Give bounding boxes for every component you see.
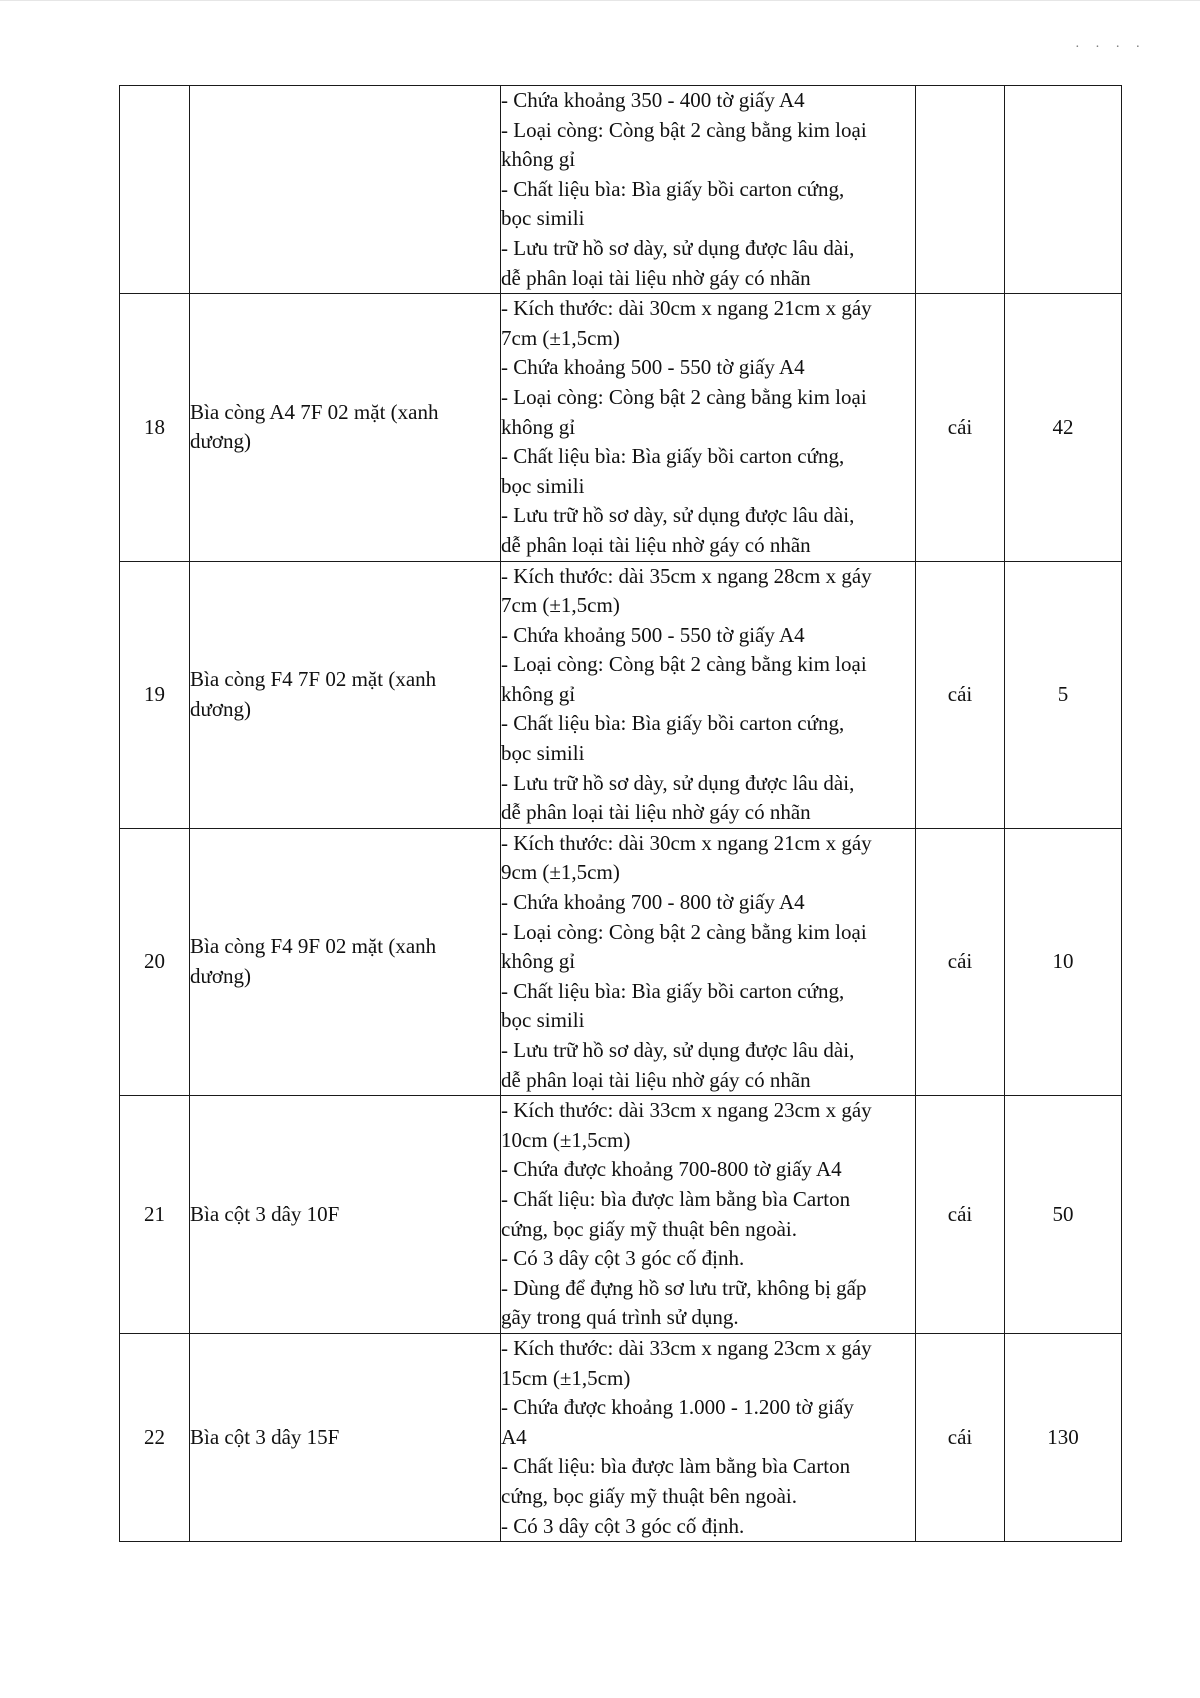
item-number: 21 — [120, 1096, 190, 1334]
item-number: 19 — [120, 561, 190, 828]
table-row — [120, 1333, 1122, 1541]
item-name-line: Bìa cột 3 dây 10F — [190, 1201, 340, 1226]
item-number: 22 — [120, 1333, 190, 1541]
specification-line: - Lưu trữ hồ sơ dày, sử dụng được lâu dài, — [501, 1038, 855, 1062]
table-row — [120, 86, 1122, 294]
specification-line: 7cm (±1,5cm) — [501, 325, 620, 350]
specification-line: - Có 3 dây cột 3 góc cố định. — [501, 1246, 745, 1271]
item-quantity — [1005, 86, 1122, 294]
specification-line: - Chứa khoảng 700 - 800 tờ giấy A4 — [501, 890, 805, 915]
specification-line: bọc simili — [501, 206, 585, 231]
item-specification — [501, 86, 916, 294]
specification-line: không gỉ — [501, 147, 576, 172]
specification-line: gãy trong quá trình sử dụng. — [501, 1305, 739, 1330]
item-number: 20 — [120, 828, 190, 1095]
specification-line: - Chất liệu bìa: Bìa giấy bồi carton cứng, — [501, 711, 845, 736]
specification-line: - Chất liệu: bìa được làm bằng bìa Carton — [501, 1454, 851, 1479]
specification-line: không gỉ — [501, 681, 576, 706]
specification-line: - Lưu trữ hồ sơ dày, sử dụng được lâu dài, — [501, 770, 855, 795]
item-name — [190, 1096, 501, 1334]
specification-line: - Chứa khoảng 500 - 550 tờ giấy A4 — [501, 622, 805, 647]
item-name-line: Bìa còng A4 7F 02 mặt (xanh — [190, 399, 439, 424]
specification-line: - Loại còng: Còng bật 2 càng bằng kim loại — [501, 384, 867, 409]
specification-line: 15cm (±1,5cm) — [501, 1365, 631, 1390]
item-name — [190, 1333, 501, 1541]
item-specification — [501, 561, 916, 828]
specification-line: - Chứa được khoảng 1.000 - 1.200 tờ giấy — [501, 1395, 854, 1420]
item-name — [190, 294, 501, 561]
specification-line: - Chất liệu bìa: Bìa giấy bồi carton cứng, — [501, 444, 845, 469]
specification-line: cứng, bọc giấy mỹ thuật bên ngoài. — [501, 1216, 797, 1241]
item-quantity: 42 — [1005, 294, 1122, 561]
table-row — [120, 828, 1122, 1095]
item-quantity: 130 — [1005, 1333, 1122, 1541]
specification-line: - Kích thước: dài 33cm x ngang 23cm x gáy — [501, 1098, 872, 1123]
specification-line: - Loại còng: Còng bật 2 càng bằng kim loại — [501, 117, 867, 142]
item-name-line: dương) — [190, 429, 251, 454]
specification-line: bọc simili — [501, 1008, 585, 1033]
specification-line: cứng, bọc giấy mỹ thuật bên ngoài. — [501, 1483, 797, 1508]
specification-line: - Kích thước: dài 30cm x ngang 21cm x gáy — [501, 830, 872, 855]
item-unit: cái — [916, 561, 1005, 828]
product-spec-table — [119, 85, 1122, 1542]
table-body — [120, 86, 1122, 1542]
specification-line: - Chứa khoảng 350 - 400 tờ giấy A4 — [501, 88, 805, 112]
item-unit: cái — [916, 828, 1005, 1095]
item-specification — [501, 828, 916, 1095]
item-quantity: 5 — [1005, 561, 1122, 828]
item-name — [190, 86, 501, 294]
item-name-line: dương) — [190, 964, 251, 989]
specification-line: - Kích thước: dài 35cm x ngang 28cm x gáy — [501, 563, 872, 588]
specification-line: - Chất liệu bìa: Bìa giấy bồi carton cứng, — [501, 176, 845, 201]
specification-line: A4 — [501, 1424, 527, 1449]
specification-line: - Chứa khoảng 500 - 550 tờ giấy A4 — [501, 355, 805, 380]
item-specification — [501, 1333, 916, 1541]
specification-line: - Chất liệu bìa: Bìa giấy bồi carton cứng, — [501, 978, 845, 1003]
specification-line: - Kích thước: dài 33cm x ngang 23cm x gáy — [501, 1335, 872, 1360]
item-unit: cái — [916, 1333, 1005, 1541]
item-specification — [501, 1096, 916, 1334]
item-name-line: dương) — [190, 696, 251, 721]
item-specification — [501, 294, 916, 561]
specification-line: không gỉ — [501, 949, 576, 974]
specification-line: bọc simili — [501, 741, 585, 766]
specification-line: - Dùng để đựng hồ sơ lưu trữ, không bị gấp — [501, 1275, 867, 1300]
item-quantity: 10 — [1005, 828, 1122, 1095]
specification-line: - Lưu trữ hồ sơ dày, sử dụng được lâu dài, — [501, 235, 855, 260]
item-number: 18 — [120, 294, 190, 561]
specification-line: 9cm (±1,5cm) — [501, 860, 620, 885]
specification-line: - Loại còng: Còng bật 2 càng bằng kim loại — [501, 652, 867, 677]
specification-line: - Chất liệu: bìa được làm bằng bìa Carton — [501, 1186, 851, 1211]
table-row — [120, 1096, 1122, 1334]
specification-line: - Kích thước: dài 30cm x ngang 21cm x gáy — [501, 296, 872, 321]
item-name — [190, 828, 501, 1095]
specification-line: dễ phân loại tài liệu nhờ gáy có nhãn — [501, 532, 811, 557]
page-top-edge — [0, 0, 1200, 1]
specification-line: 7cm (±1,5cm) — [501, 593, 620, 618]
specification-line: 10cm (±1,5cm) — [501, 1127, 631, 1152]
table-row — [120, 294, 1122, 561]
specification-line: - Loại còng: Còng bật 2 càng bằng kim loại — [501, 919, 867, 944]
specification-line: dễ phân loại tài liệu nhờ gáy có nhãn — [501, 1067, 811, 1092]
specification-line: - Có 3 dây cột 3 góc cố định. — [501, 1513, 745, 1538]
table-row — [120, 561, 1122, 828]
specification-line: - Chứa được khoảng 700-800 tờ giấy A4 — [501, 1157, 842, 1182]
item-name-line: Bìa còng F4 9F 02 mặt (xanh — [190, 934, 437, 959]
item-quantity: 50 — [1005, 1096, 1122, 1334]
specification-line: - Lưu trữ hồ sơ dày, sử dụng được lâu dài, — [501, 503, 855, 528]
item-name — [190, 561, 501, 828]
item-unit: cái — [916, 1096, 1005, 1334]
item-unit — [916, 86, 1005, 294]
item-unit: cái — [916, 294, 1005, 561]
item-name-line: Bìa cột 3 dây 15F — [190, 1424, 340, 1449]
scan-specks: · · · · — [1075, 40, 1147, 55]
specification-line: không gỉ — [501, 414, 576, 439]
specification-line: dễ phân loại tài liệu nhờ gáy có nhãn — [501, 265, 811, 290]
item-name-line: Bìa còng F4 7F 02 mặt (xanh — [190, 667, 437, 692]
specification-line: dễ phân loại tài liệu nhờ gáy có nhãn — [501, 800, 811, 825]
specification-line: bọc simili — [501, 473, 585, 498]
item-number — [120, 86, 190, 294]
